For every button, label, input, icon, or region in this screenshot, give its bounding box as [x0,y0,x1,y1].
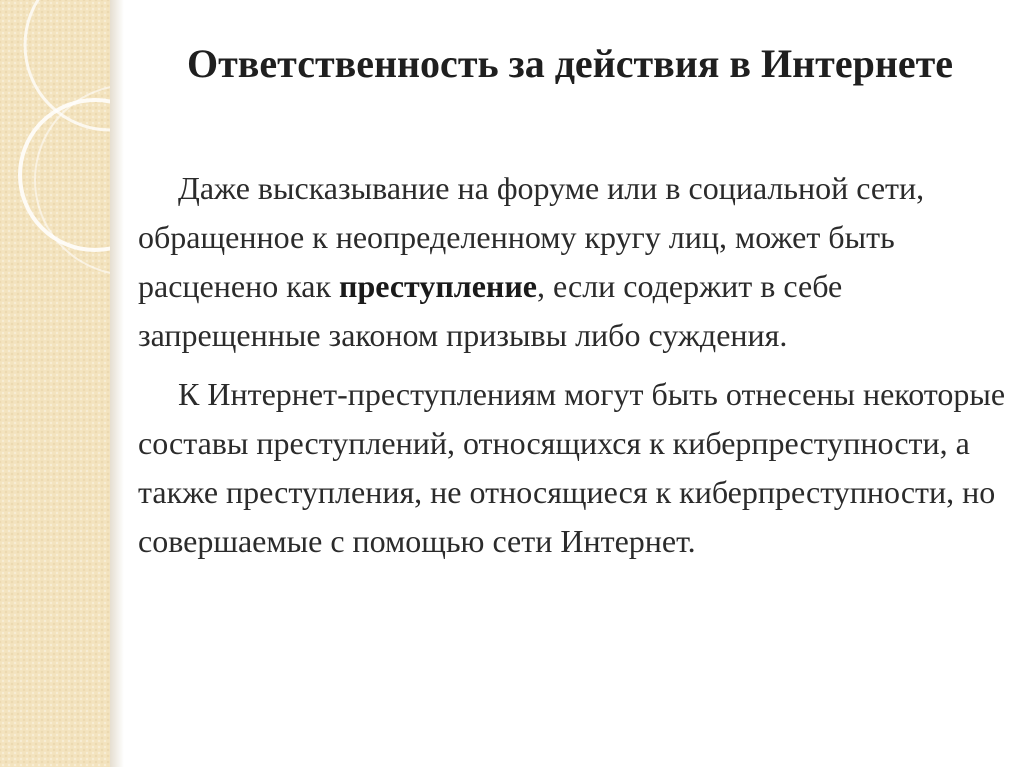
panel-shadow [110,0,124,767]
decorative-side-panel [0,0,110,767]
paragraph-1-text-start: Даже высказывание на форуме или в социальной сети, обращенное к неопределенному кругу лиц, может быть расценено как [138,170,925,304]
emphasis-crime: преступление [339,268,537,304]
paragraph-1 [138,164,1018,360]
slide-body [138,164,1018,576]
paragraph-2: К Интернет-преступлениям могут быть отнесены некоторые составы преступлений, относящихся к киберпреступности, а также преступления, не относящиеся к киберпреступности, но совершаемые с помощью сети Интернет. [138,376,1006,559]
paragraph-1-text-end: , если содержит в себе запрещенные законом призывы либо суждения. [138,268,843,353]
slide-title: Ответственность за действия в Интернете [186,41,954,86]
decorative-circles-icon [0,0,110,767]
